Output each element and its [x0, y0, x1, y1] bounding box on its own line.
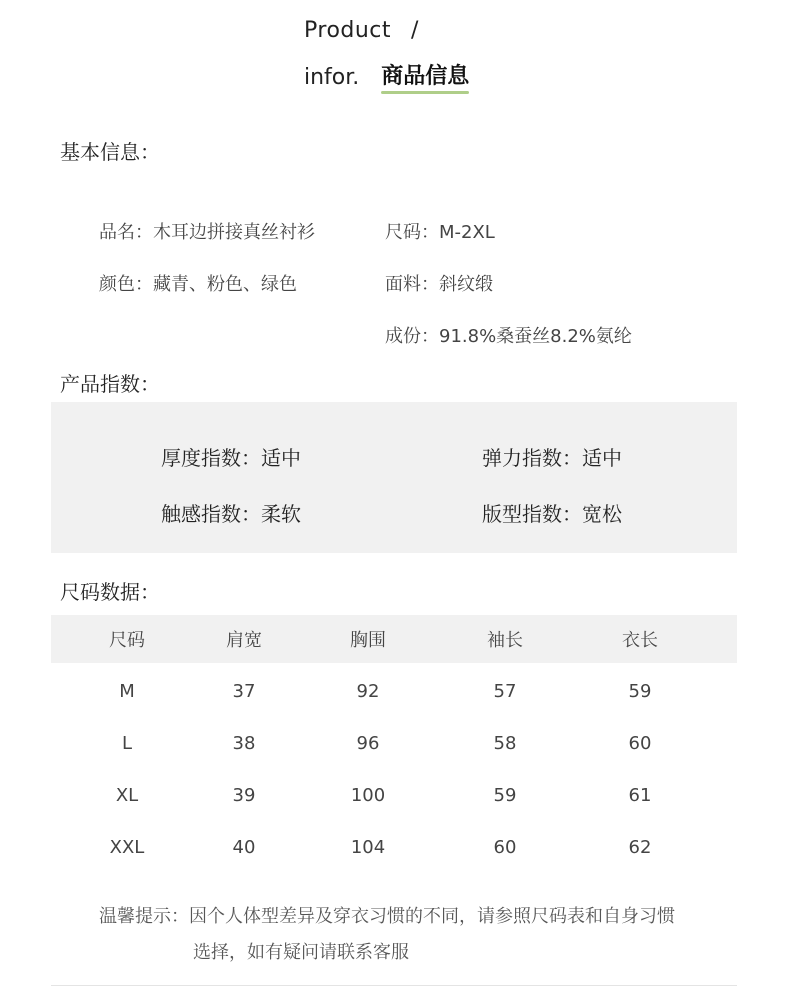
index-item-elasticity [482, 442, 622, 471]
header-slash: / [411, 18, 419, 43]
size-cell: 37 [232, 680, 256, 702]
basic-item-value: 斜纹缎 [439, 274, 493, 295]
size-header-cell: 胸围 [350, 630, 386, 651]
index-item-thickness [161, 442, 301, 471]
size-table-header [51, 615, 737, 663]
title-underline [381, 91, 469, 94]
index-item-value: 适中 [582, 446, 622, 470]
index-item-fit [482, 498, 622, 527]
header-en-product [304, 18, 419, 43]
basic-item-label: 颜色： [99, 274, 153, 295]
size-cell: 39 [232, 784, 256, 806]
size-cell: 59 [628, 680, 652, 702]
basic-item-value: 藏青、粉色、绿色 [153, 274, 297, 295]
size-cell: 59 [493, 784, 517, 806]
index-item-label: 版型指数： [482, 502, 582, 526]
table-row [51, 715, 737, 767]
basic-item-composition [385, 322, 632, 348]
index-item-value: 柔软 [261, 502, 301, 526]
size-cell: XL [115, 784, 139, 806]
size-cell: 60 [628, 732, 652, 754]
size-header-cell: 袖长 [487, 630, 523, 651]
size-cell: XXL [109, 836, 145, 858]
size-header-cell: 尺码 [109, 630, 145, 651]
index-title: 产品指数： [60, 372, 160, 396]
tip-line1: 温馨提示：因个人体型差异及穿衣习惯的不同，请参照尺码表和自身习惯 [99, 906, 675, 927]
header-cn-title-text: 商品信息 [381, 64, 470, 89]
basic-item-label: 品名： [99, 222, 153, 243]
index-item-value: 适中 [261, 446, 301, 470]
size-cell: 104 [350, 836, 386, 858]
size-cell: 92 [356, 680, 380, 702]
size-cell: 40 [232, 836, 256, 858]
size-header-cell: 衣长 [622, 630, 658, 651]
basic-item-fabric [385, 270, 493, 296]
header-cn-title [381, 59, 469, 90]
size-title: 尺码数据： [60, 580, 160, 604]
basic-item-label: 成份： [385, 326, 439, 347]
index-item-label: 厚度指数： [161, 446, 261, 470]
index-item-value: 宽松 [582, 502, 622, 526]
index-box [51, 402, 737, 553]
size-cell: 60 [493, 836, 517, 858]
size-cell: 58 [493, 732, 517, 754]
table-row [51, 663, 737, 715]
basic-item-value: 木耳边拼接真丝衬衫 [153, 222, 315, 243]
header-product-text: Product [304, 18, 392, 43]
size-cell: M [119, 680, 135, 702]
basic-item-size [385, 218, 495, 244]
size-cell: 61 [628, 784, 652, 806]
table-row [51, 767, 737, 819]
size-header-cell: 肩宽 [226, 630, 262, 651]
basic-item-label: 尺码： [385, 222, 439, 243]
size-table [51, 615, 737, 871]
size-cell: 100 [350, 784, 386, 806]
index-item-label: 触感指数： [161, 502, 261, 526]
index-item-label: 弹力指数： [482, 446, 582, 470]
header-infor-text: infor. [304, 65, 360, 90]
size-cell: 62 [628, 836, 652, 858]
basic-info-title: 基本信息： [60, 140, 160, 164]
basic-item-value: 91.8%桑蚕丝8.2%氨纶 [439, 326, 632, 347]
table-row [51, 819, 737, 871]
size-cell: 57 [493, 680, 517, 702]
tip-line2: 选择，如有疑问请联系客服 [193, 942, 409, 963]
size-cell: 96 [356, 732, 380, 754]
divider [51, 985, 737, 986]
size-cell: 38 [232, 732, 256, 754]
size-cell: L [121, 732, 133, 754]
basic-item-value: M-2XL [439, 222, 495, 243]
index-item-touch [161, 498, 301, 527]
header-line2 [304, 60, 469, 90]
basic-item-name [99, 218, 315, 244]
basic-item-color [99, 270, 297, 296]
basic-item-label: 面料： [385, 274, 439, 295]
